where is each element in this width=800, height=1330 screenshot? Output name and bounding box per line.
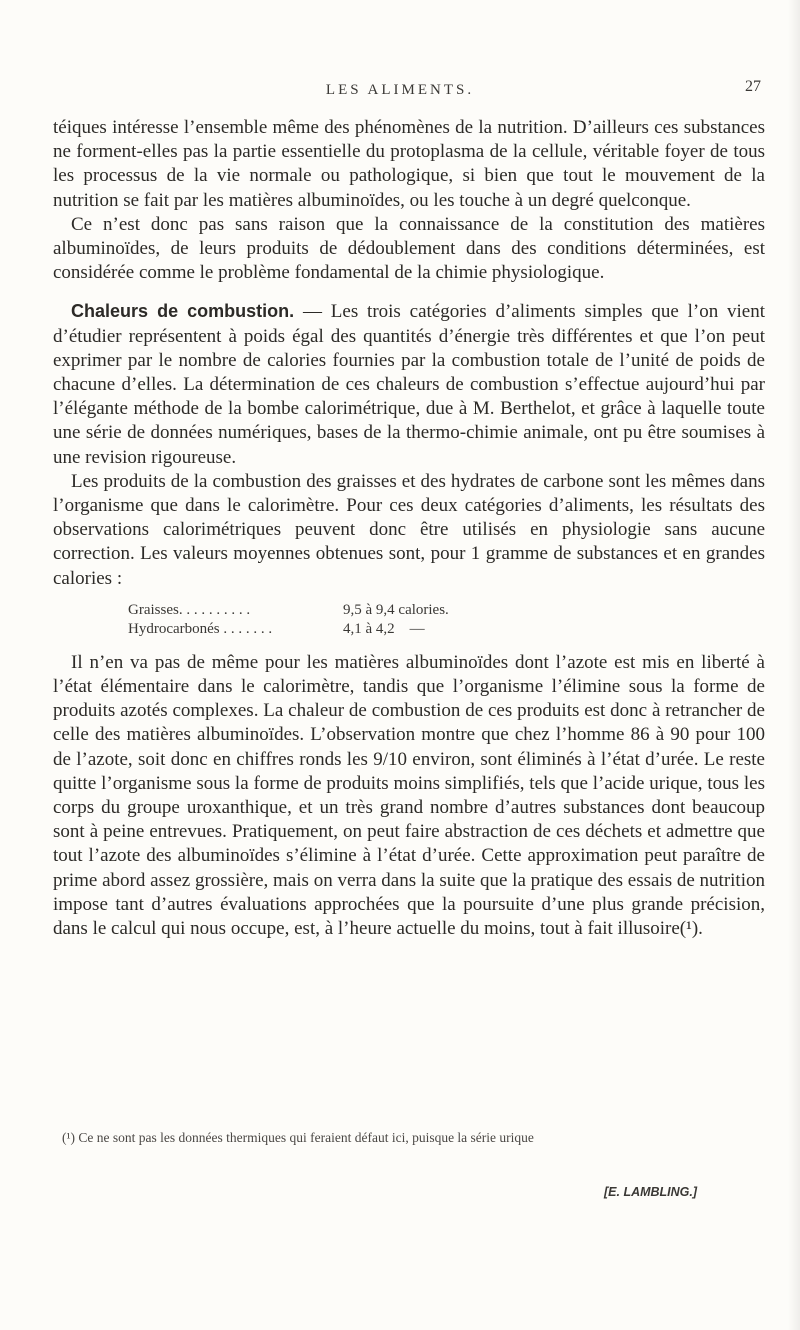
paragraph-2: Ce n’est donc pas sans raison que la connaissance de la constitution des matières albuminoïdes, de leurs produits de dédoublement dans des conditions déterminées, est considérée comme le problème fondamental de la chimie physiologique. [53,213,765,284]
page-number: 27 [745,78,761,95]
paragraph-1: téiques intéresse l’ensemble même des phénomènes de la nutrition. D’ailleurs ces substances ne forment-elles pas la partie essentielle du protoplasma de la cellule, véritable foyer de tous les processus de la vie normale ou pathologique, si bien que tout le mouvement de la nutrition se fait par les matières albuminoïdes, ou les touche à un degré quelconque. [53,117,765,211]
table-label: Hydrocarbonés . . . . . . . [128,620,273,637]
table-row [128,601,765,620]
running-head: LES ALIMENTS. [325,82,475,98]
paragraph-4: Les produits de la combustion des graisses et des hydrates de carbone sont les mêmes dans l’organisme que dans le calorimètre. Pour ces deux catégories d’aliments, les résultats des observations calorimétriques peuvent donc être utilisés en physiologie sans aucune correction. Les valeurs moyennes obtenues sont, pour 1 gramme de substances et en grandes calories : [53,470,765,589]
paragraph-5: Il n’en va pas de même pour les matières albuminoïdes dont l’azote est mis en liberté à l’état élémentaire dans le calorimètre, tandis que l’organisme l’élimine sous la forme de produits azotés complexes. La chaleur de combustion de ces produits est donc à retrancher de celle des matières albuminoïdes. L’observation montre que chez l’homme 86 à 90 pour 100 de l’azote, soit donc en chiffres ronds les 9/10 environ, sont éliminés à l’état d’urée. Le reste quitte l’organisme sous la forme de produits moins simplifiés, tels que l’acide urique, tous les corps du groupe uroxanthique, et un très grand nombre d’autres substances dont beaucoup sont à peine entrevues. Pratiquement, on peut faire abstraction de ces déchets et admettre que tout l’azote des albuminoïdes s’élimine à l’état d’urée. Cette approximation peut paraître de prime abord assez grossière, mais on verra dans la suite que la pratique des essais de nutrition impose tant d’autres évaluations approchées que la poursuite d’une plus grande précision, dans le calcul qui nous occupe, est, à l’heure actuelle du moins, tout à fait illusoire(¹). [53,651,765,940]
footnote: (¹) Ce ne sont pas les données thermiques qui feraient défaut ici, puisque la série urique [62,1130,534,1145]
table-value: 9,5 à 9,4 calories. [343,601,449,618]
calorie-table [128,601,765,639]
author-credit: [E. LAMBLING.] [604,1185,698,1199]
table-value: 4,1 à 4,2 — [343,620,425,637]
table-label: Graisses. . . . . . . . . . [128,601,251,618]
paragraph-3 [53,299,765,469]
table-row [128,620,765,639]
page-edge-shadow [788,0,800,1330]
paragraph-3-text: — Les trois catégories d’aliments simples que l’on vient d’étudier représentent à poids égal des quantités d’énergie très différentes et que l’on peut exprimer par le nombre de calories fournies par la combustion totale de l’unité de poids de chacune d’elles. La détermination de ces chaleurs de combustion s’effectue aujourd’hui par l’élégante méthode de la bombe calorimétrique, due à M. Berthelot, et grâce à laquelle toute une série de données numériques, bases de la thermo-chimie animale, ont pu être soumises à une revision rigoureuse. [53,301,765,468]
body-text [53,116,765,941]
section-heading: Chaleurs de combustion. [71,301,295,322]
